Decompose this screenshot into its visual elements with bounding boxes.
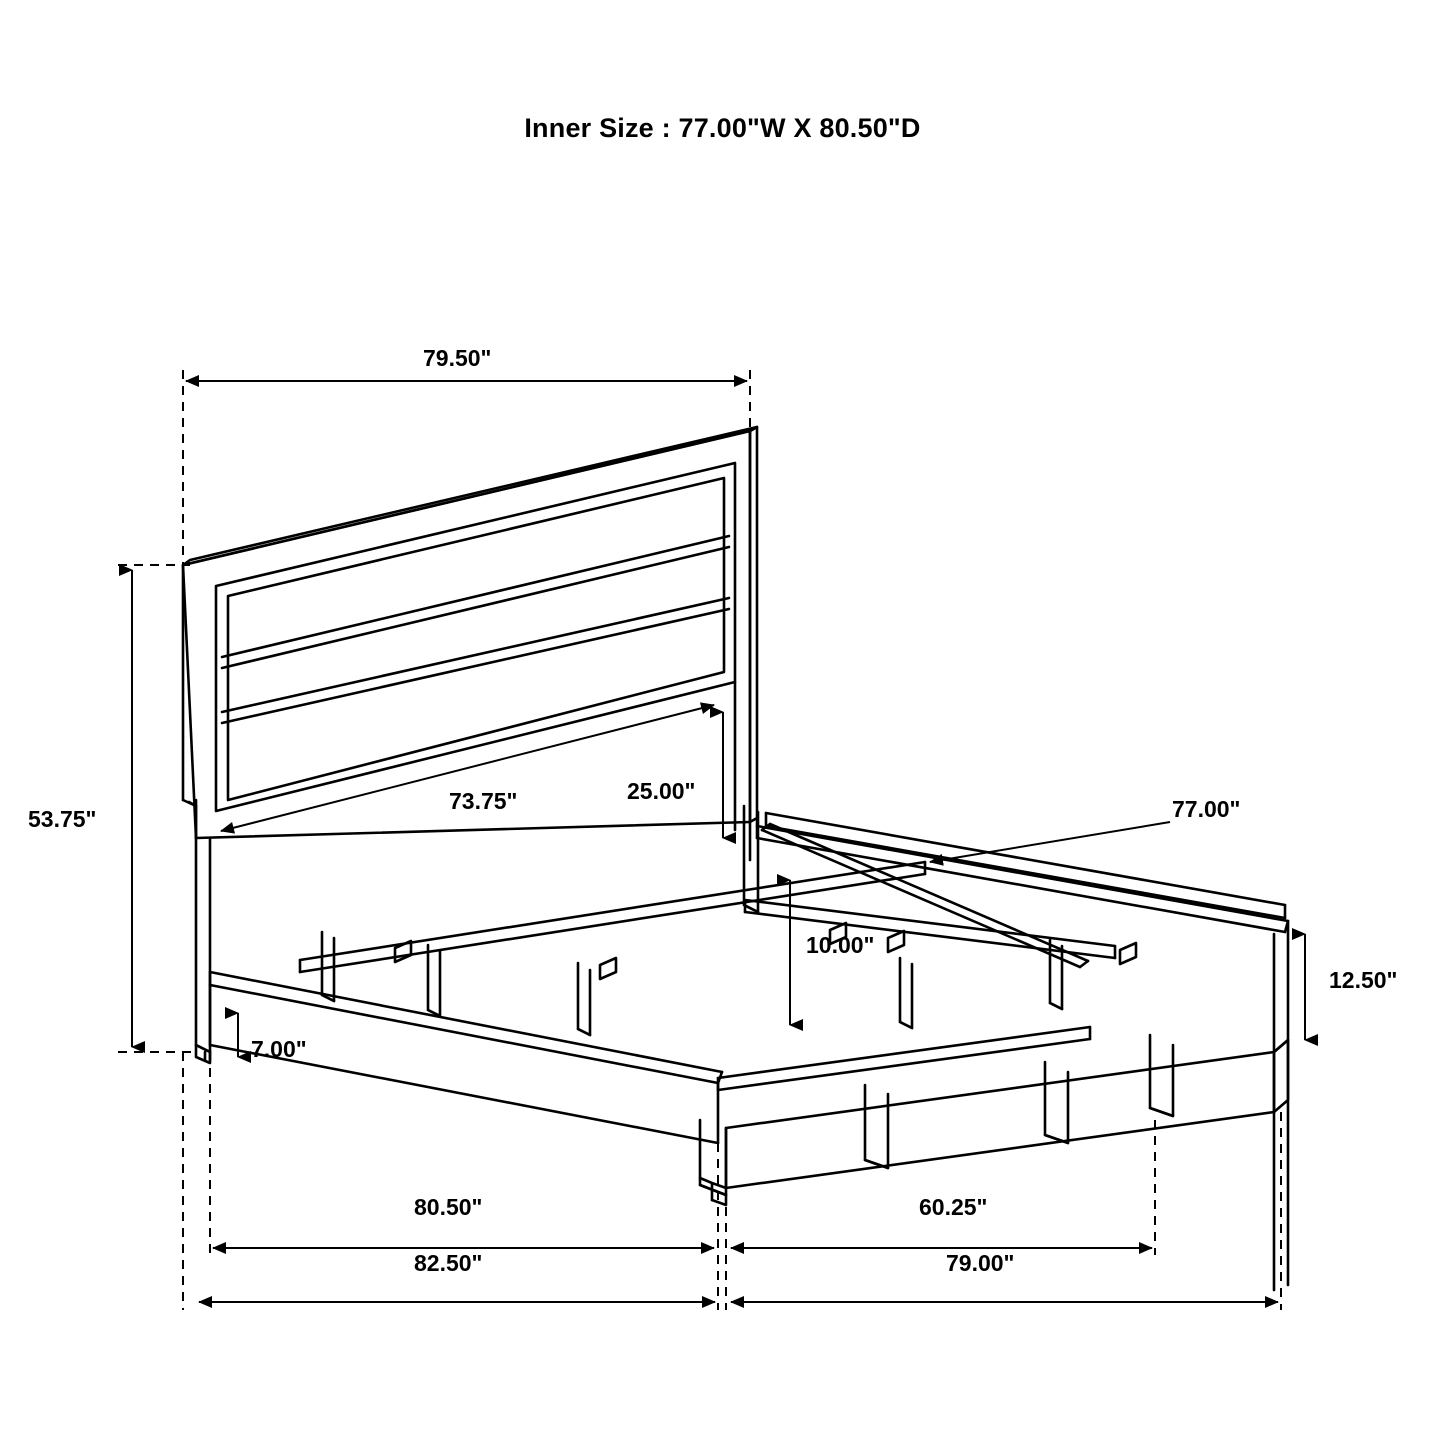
dim-label-foot-section-length: 60.25" <box>919 1194 988 1220</box>
bed-frame-base <box>210 806 1288 1290</box>
dim-label-leg-height: 7.00" <box>251 1036 307 1062</box>
dim-label-overall-length-left: 82.50" <box>414 1250 483 1276</box>
dimension-lines <box>118 370 1305 1310</box>
dim-label-footboard-height: 12.50" <box>1329 967 1398 993</box>
dim-label-headboard-panel-width: 73.75" <box>449 788 518 814</box>
dim-label-rail-width: 77.00" <box>1172 796 1241 822</box>
headboard-outline <box>183 427 757 1063</box>
dim-label-overall-width-top: 79.50" <box>423 345 492 371</box>
dim-label-headboard-lower-gap: 25.00" <box>627 778 696 804</box>
dim-label-side-rail-length: 80.50" <box>414 1194 483 1220</box>
dim-label-slat-spacing: 10.00" <box>806 932 875 958</box>
dim-label-overall-length-right: 79.00" <box>946 1250 1015 1276</box>
page-title: Inner Size : 77.00"W X 80.50"D <box>524 113 921 143</box>
dim-label-headboard-height: 53.75" <box>28 806 97 832</box>
